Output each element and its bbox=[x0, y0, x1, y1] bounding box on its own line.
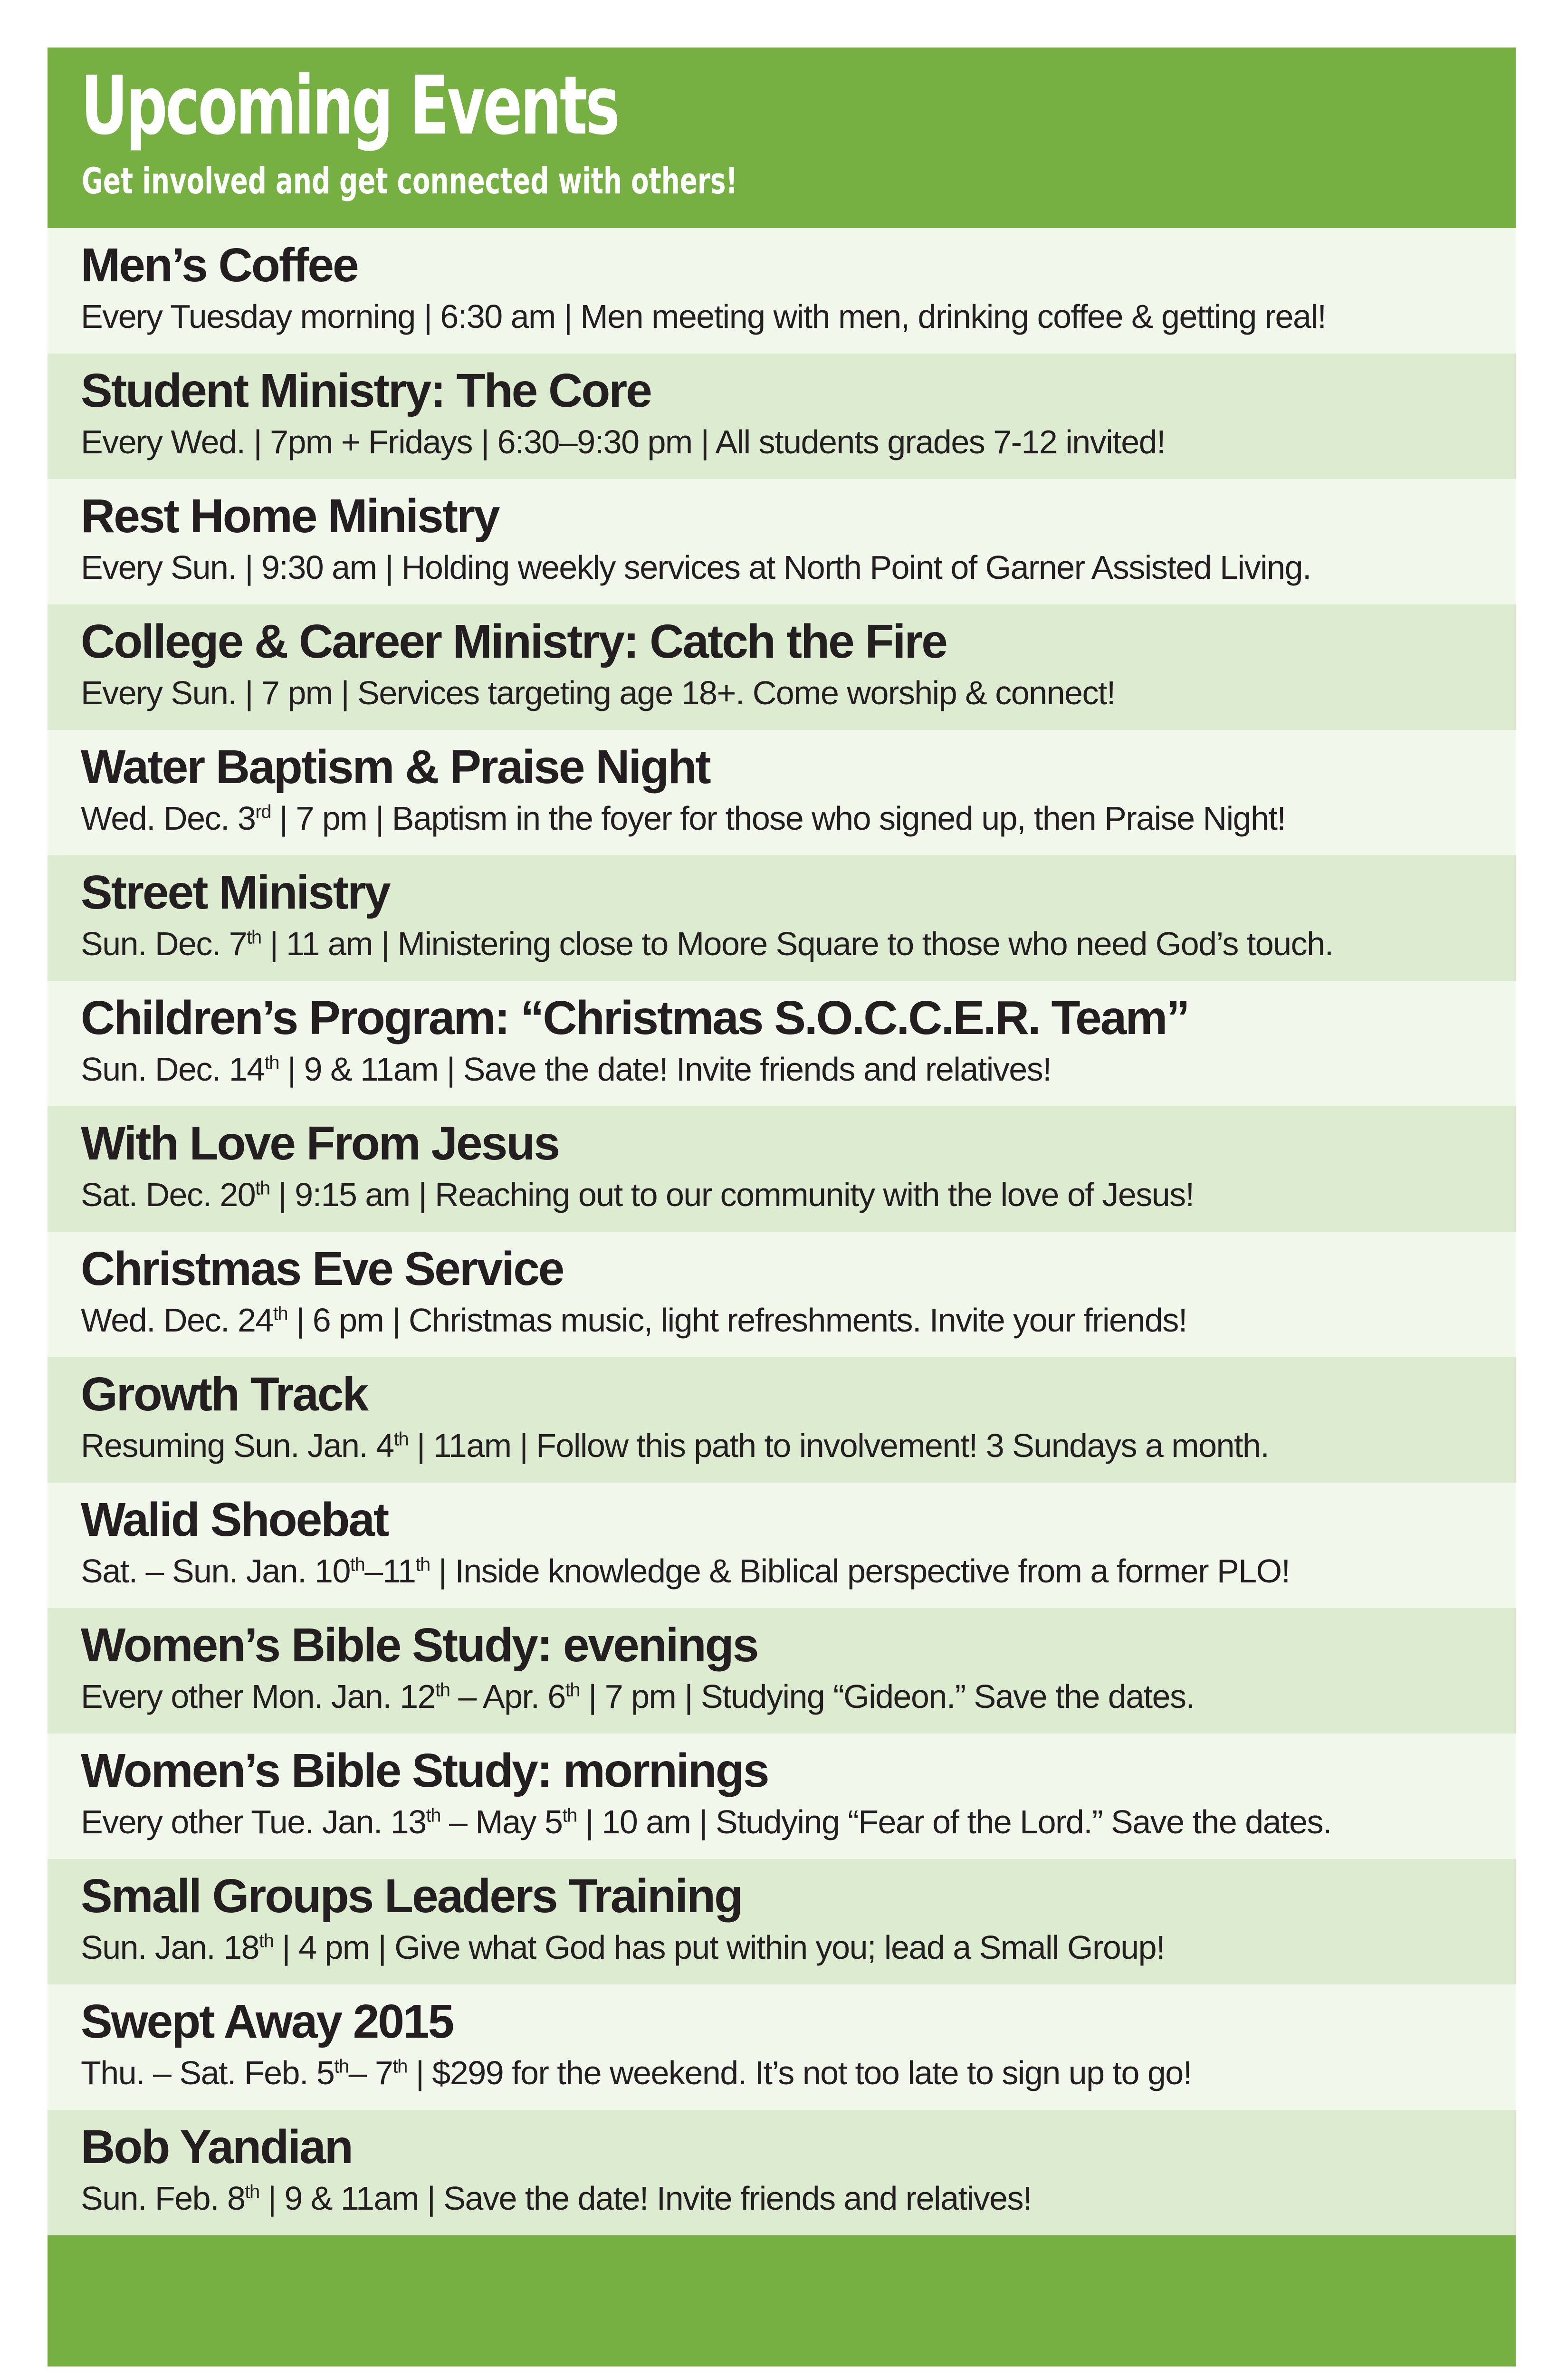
event-row bbox=[48, 1608, 1516, 1734]
event-row bbox=[48, 1106, 1516, 1232]
event-row bbox=[48, 1734, 1516, 1859]
event-details-text: | 7 pm | Baptism in the foyer for those who signed up, then Praise Night! bbox=[270, 800, 1286, 837]
event-details bbox=[81, 1548, 1516, 1594]
event-details bbox=[81, 2175, 1516, 2221]
event-name: Street Ministry bbox=[81, 866, 390, 919]
event-details-text: Every Wed. | 7pm + Fridays | 6:30–9:30 pm | All students grades 7-12 invited! bbox=[81, 423, 1166, 460]
events-list bbox=[48, 228, 1516, 2269]
ordinal-suffix: th bbox=[273, 1303, 288, 1324]
event-name: Christmas Eve Service bbox=[81, 1242, 564, 1295]
event-row bbox=[48, 1984, 1516, 2110]
flyer-subtitle: Get involved and get connected with others! bbox=[82, 160, 738, 202]
event-name: Women’s Bible Study: evenings bbox=[81, 1619, 758, 1672]
event-details-text: | 7 pm | Studying “Gideon.” Save the dates. bbox=[580, 1678, 1195, 1715]
event-details bbox=[81, 419, 1516, 465]
event-name: Bob Yandian bbox=[81, 2120, 352, 2174]
ordinal-suffix: th bbox=[259, 1930, 274, 1952]
event-details bbox=[81, 670, 1516, 716]
event-row bbox=[48, 354, 1516, 479]
event-name: Women’s Bible Study: mornings bbox=[81, 1744, 768, 1797]
event-details-text: | 9 & 11am | Save the date! Invite friends and relatives! bbox=[259, 2180, 1032, 2217]
event-details-text: –11 bbox=[364, 1552, 416, 1590]
event-details-text: Wed. Dec. 24 bbox=[81, 1302, 273, 1339]
event-details-text: | 10 am | Studying “Fear of the Lord.” Save the dates. bbox=[576, 1803, 1331, 1840]
event-details-text: Sun. Dec. 14 bbox=[81, 1051, 265, 1088]
event-name: Men’s Coffee bbox=[81, 239, 358, 292]
event-row bbox=[48, 1859, 1516, 1984]
event-row bbox=[48, 228, 1516, 354]
event-name: Growth Track bbox=[81, 1368, 368, 1421]
event-row bbox=[48, 2110, 1516, 2235]
ordinal-suffix: th bbox=[245, 2181, 259, 2203]
ordinal-suffix: th bbox=[334, 2056, 349, 2077]
event-name: Water Baptism & Praise Night bbox=[81, 740, 710, 794]
event-name: Small Groups Leaders Training bbox=[81, 1869, 742, 1923]
event-name: Walid Shoebat bbox=[81, 1493, 388, 1546]
ordinal-suffix: th bbox=[565, 1679, 580, 1701]
event-details bbox=[81, 1172, 1516, 1217]
event-row bbox=[48, 604, 1516, 730]
event-details bbox=[81, 1925, 1516, 1970]
event-details-text: | 6 pm | Christmas music, light refreshments. Invite your friends! bbox=[287, 1302, 1187, 1339]
ordinal-suffix: th bbox=[435, 1679, 450, 1701]
event-details-text: – Apr. 6 bbox=[449, 1678, 565, 1715]
event-details-text: | Inside knowledge & Biblical perspective from a former PLO! bbox=[430, 1552, 1290, 1590]
event-details bbox=[81, 921, 1516, 967]
event-details-text: – May 5 bbox=[440, 1803, 563, 1840]
event-row bbox=[48, 981, 1516, 1106]
event-row bbox=[48, 479, 1516, 604]
event-details bbox=[81, 1297, 1516, 1343]
ordinal-suffix: th bbox=[247, 927, 261, 948]
event-name: Rest Home Ministry bbox=[81, 489, 499, 543]
event-details bbox=[81, 1799, 1516, 1845]
event-details-text: | 4 pm | Give what God has put within you; lead a Small Group! bbox=[273, 1929, 1165, 1966]
event-details-text: Sun. Feb. 8 bbox=[81, 2180, 245, 2217]
event-details-text: – 7 bbox=[348, 2054, 393, 2091]
event-details-text: Every other Tue. Jan. 13 bbox=[81, 1803, 426, 1840]
ordinal-suffix: th bbox=[255, 1178, 270, 1199]
event-details-text: Resuming Sun. Jan. 4 bbox=[81, 1427, 394, 1464]
event-details-text: | 9:15 am | Reaching out to our community with the love of Jesus! bbox=[269, 1176, 1194, 1213]
ordinal-suffix: th bbox=[392, 2056, 407, 2077]
event-details bbox=[81, 2050, 1516, 2096]
ordinal-suffix: th bbox=[426, 1805, 441, 1826]
event-details-text: Every Sun. | 9:30 am | Holding weekly services at North Point of Garner Assisted Living. bbox=[81, 549, 1311, 586]
event-details bbox=[81, 1423, 1516, 1468]
event-row bbox=[48, 1232, 1516, 1357]
event-name: College & Career Ministry: Catch the Fire bbox=[81, 615, 947, 668]
ordinal-suffix: th bbox=[264, 1052, 279, 1073]
event-details-text: Thu. – Sat. Feb. 5 bbox=[81, 2054, 335, 2091]
event-details-text: | 11am | Follow this path to involvement! 3 Sundays a month. bbox=[408, 1427, 1269, 1464]
event-row bbox=[48, 855, 1516, 981]
event-details bbox=[81, 795, 1516, 841]
event-details bbox=[81, 294, 1516, 339]
event-row bbox=[48, 1357, 1516, 1483]
flyer-title: Upcoming Events bbox=[81, 59, 618, 153]
ordinal-suffix: rd bbox=[255, 801, 271, 823]
event-details-text: Sun. Jan. 18 bbox=[81, 1929, 259, 1966]
event-details-text: Sat. – Sun. Jan. 10 bbox=[81, 1552, 350, 1590]
event-details-text: Sat. Dec. 20 bbox=[81, 1176, 256, 1213]
flyer-footer-band bbox=[48, 2269, 1516, 2366]
event-details-text: Every other Mon. Jan. 12 bbox=[81, 1678, 436, 1715]
event-details-text: Sun. Dec. 7 bbox=[81, 925, 247, 962]
event-name: Student Ministry: The Core bbox=[81, 364, 651, 417]
event-details-text: | 9 & 11am | Save the date! Invite friends and relatives! bbox=[279, 1051, 1052, 1088]
event-details bbox=[81, 545, 1516, 590]
event-row bbox=[48, 1483, 1516, 1608]
event-name: With Love From Jesus bbox=[81, 1117, 559, 1170]
events-flyer bbox=[48, 48, 1516, 2366]
event-details-text: | 11 am | Ministering close to Moore Square to those who need God’s touch. bbox=[261, 925, 1333, 962]
ordinal-suffix: th bbox=[393, 1428, 409, 1450]
event-details-text: Every Tuesday morning | 6:30 am | Men meeting with men, drinking coffee & getting real! bbox=[81, 298, 1326, 335]
event-details-text: | $299 for the weekend. It’s not too late to sign up to go! bbox=[407, 2054, 1192, 2091]
ordinal-suffix: th bbox=[562, 1805, 577, 1826]
ordinal-suffix: th bbox=[415, 1554, 430, 1575]
event-details bbox=[81, 1674, 1516, 1719]
event-details-text: Every Sun. | 7 pm | Services targeting age 18+. Come worship & connect! bbox=[81, 674, 1115, 711]
event-name: Children’s Program: “Christmas S.O.C.C.E.R. Team” bbox=[81, 991, 1189, 1044]
event-name: Swept Away 2015 bbox=[81, 1995, 453, 2048]
event-details-text: Wed. Dec. 3 bbox=[81, 800, 256, 837]
ordinal-suffix: th bbox=[350, 1554, 365, 1575]
flyer-header bbox=[48, 48, 1516, 228]
event-details bbox=[81, 1046, 1516, 1092]
event-row bbox=[48, 730, 1516, 855]
